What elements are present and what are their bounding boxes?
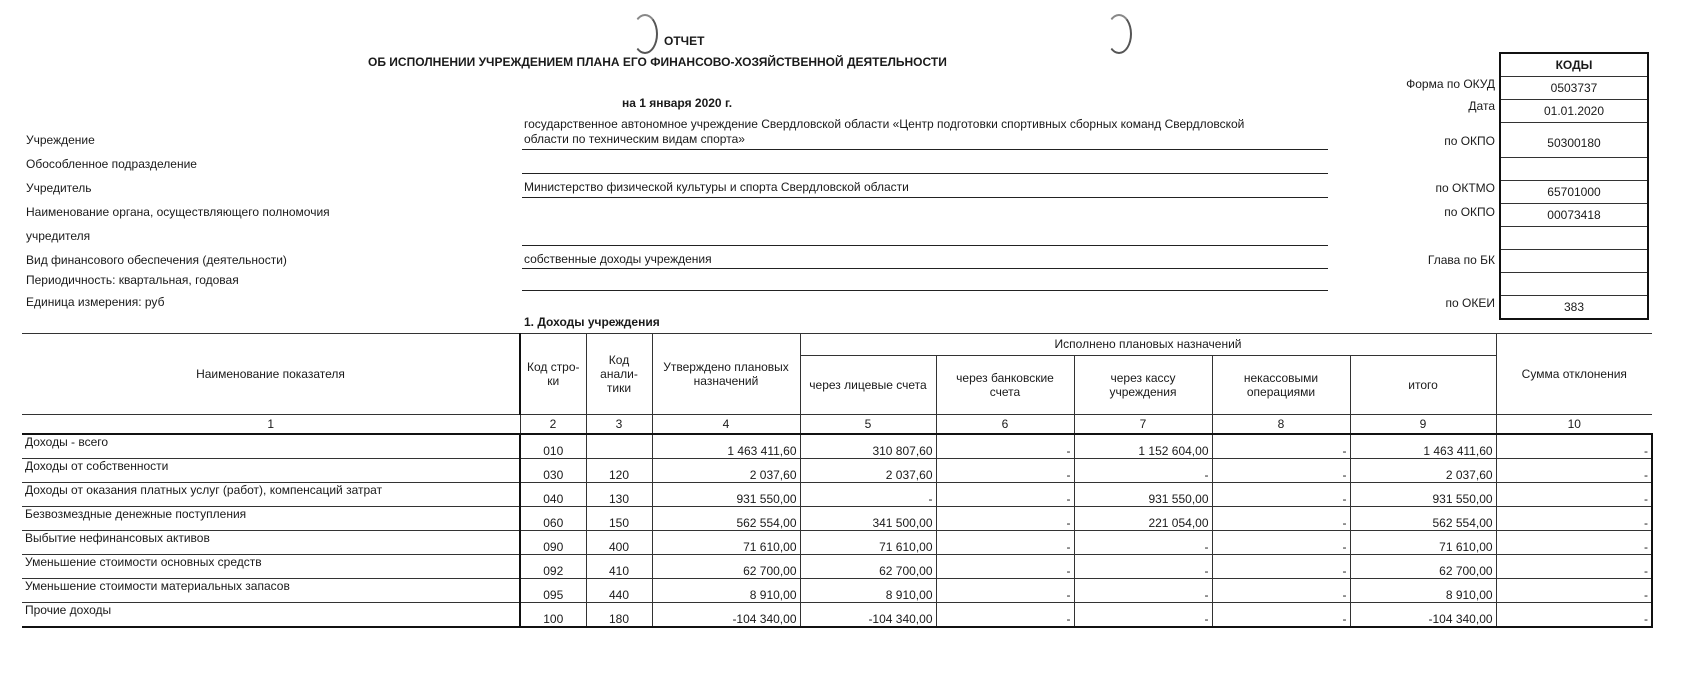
row-total: 562 554,00 xyxy=(1350,507,1496,531)
row-code: 010 xyxy=(520,434,586,459)
colnum-4: 4 xyxy=(652,415,800,435)
report-title: ОТЧЕТ xyxy=(664,34,705,48)
row-via-bank: - xyxy=(936,483,1074,507)
row-analytics: 130 xyxy=(586,483,652,507)
table-row xyxy=(22,507,1652,531)
row-name: Безвозмездные денежные поступления xyxy=(22,507,520,531)
row-approved: 71 610,00 xyxy=(652,531,800,555)
row-via-bank: - xyxy=(936,579,1074,603)
row-total: 1 463 411,60 xyxy=(1350,434,1496,459)
table-row xyxy=(22,434,1652,459)
row-name: Уменьшение стоимости основных средств xyxy=(22,555,520,579)
punch-hole-right xyxy=(1106,14,1132,54)
row-noncash: - xyxy=(1212,507,1350,531)
label-authority-1: Наименование органа, осуществляющего полномочия xyxy=(26,205,330,219)
row-approved: 562 554,00 xyxy=(652,507,800,531)
row-name: Уменьшение стоимости материальных запасов xyxy=(22,579,520,603)
row-name: Доходы от оказания платных услуг (работ), компенсаций затрат xyxy=(22,483,520,507)
header-name: Наименование показателя xyxy=(22,334,520,415)
underline-authority xyxy=(522,245,1328,246)
colnum-9: 9 xyxy=(1350,415,1496,435)
label-institution: Учреждение xyxy=(26,133,95,147)
row-noncash: - xyxy=(1212,579,1350,603)
row-noncash: - xyxy=(1212,483,1350,507)
underline-founder xyxy=(522,197,1328,198)
row-via-personal: - xyxy=(800,483,936,507)
row-total: 62 700,00 xyxy=(1350,555,1496,579)
table-header-row-1 xyxy=(22,334,1652,356)
row-analytics: 120 xyxy=(586,459,652,483)
row-analytics: 180 xyxy=(586,603,652,628)
colnum-10: 10 xyxy=(1496,415,1652,435)
codes-label-okei: по ОКЕИ xyxy=(1445,296,1495,310)
row-name: Доходы - всего xyxy=(22,434,520,459)
row-via-cash: 931 550,00 xyxy=(1074,483,1212,507)
row-via-cash: 221 054,00 xyxy=(1074,507,1212,531)
row-approved: 931 550,00 xyxy=(652,483,800,507)
header-executed: Исполнено плановых назначений xyxy=(800,334,1496,356)
row-total: -104 340,00 xyxy=(1350,603,1496,628)
row-code: 030 xyxy=(520,459,586,483)
row-via-bank: - xyxy=(936,507,1074,531)
value-founder: Министерство физической культуры и спорта Свердловской области xyxy=(524,180,909,194)
row-name: Прочие доходы xyxy=(22,603,520,628)
row-code: 090 xyxy=(520,531,586,555)
colnum-3: 3 xyxy=(586,415,652,435)
label-finance-type: Вид финансового обеспечения (деятельности) xyxy=(26,253,287,267)
codes-box xyxy=(1499,52,1649,320)
row-total: 931 550,00 xyxy=(1350,483,1496,507)
header-deviation: Сумма отклонения xyxy=(1496,334,1652,415)
row-total: 71 610,00 xyxy=(1350,531,1496,555)
row-analytics: 150 xyxy=(586,507,652,531)
row-analytics: 440 xyxy=(586,579,652,603)
label-unit: Единица измерения: руб xyxy=(26,295,165,309)
table-row xyxy=(22,579,1652,603)
colnum-2: 2 xyxy=(520,415,586,435)
label-founder: Учредитель xyxy=(26,181,92,195)
code-empty-3 xyxy=(1501,273,1647,296)
row-noncash: - xyxy=(1212,531,1350,555)
code-okpo-founder: 00073418 xyxy=(1501,204,1647,227)
row-via-bank: - xyxy=(936,603,1074,628)
row-via-cash: - xyxy=(1074,459,1212,483)
colnum-7: 7 xyxy=(1074,415,1212,435)
row-via-personal: 71 610,00 xyxy=(800,531,936,555)
row-code: 092 xyxy=(520,555,586,579)
row-via-personal: 310 807,60 xyxy=(800,434,936,459)
row-via-personal: 62 700,00 xyxy=(800,555,936,579)
row-total: 2 037,60 xyxy=(1350,459,1496,483)
codes-label-okpo-2: по ОКПО xyxy=(1444,205,1495,219)
codes-header: КОДЫ xyxy=(1501,54,1647,77)
colnum-6: 6 xyxy=(936,415,1074,435)
codes-label-oktmo: по ОКТМО xyxy=(1435,181,1495,195)
row-deviation: - xyxy=(1496,603,1652,628)
underline-subdivision xyxy=(522,173,1328,174)
row-approved: -104 340,00 xyxy=(652,603,800,628)
colnum-1: 1 xyxy=(22,415,520,435)
report-date: на 1 января 2020 г. xyxy=(622,96,733,110)
table-row xyxy=(22,603,1652,628)
row-via-personal: -104 340,00 xyxy=(800,603,936,628)
row-via-personal: 2 037,60 xyxy=(800,459,936,483)
row-deviation: - xyxy=(1496,531,1652,555)
table-row xyxy=(22,531,1652,555)
underline-periodicity xyxy=(522,290,1328,291)
row-approved: 62 700,00 xyxy=(652,555,800,579)
row-via-personal: 341 500,00 xyxy=(800,507,936,531)
row-deviation: - xyxy=(1496,483,1652,507)
row-analytics: 400 xyxy=(586,531,652,555)
row-via-personal: 8 910,00 xyxy=(800,579,936,603)
row-via-cash: - xyxy=(1074,555,1212,579)
underline-finance-type xyxy=(522,268,1328,269)
codes-label-date: Дата xyxy=(1468,99,1495,113)
row-name: Выбытие нефинансовых активов xyxy=(22,531,520,555)
code-empty-1 xyxy=(1501,158,1647,181)
row-noncash: - xyxy=(1212,434,1350,459)
value-institution-2: области по техническим видам спорта» xyxy=(524,132,745,146)
code-empty-2 xyxy=(1501,227,1647,250)
section-title: 1. Доходы учреждения xyxy=(524,315,660,329)
header-noncash: некассовыми операциями xyxy=(1212,355,1350,414)
codes-label-okud: Форма по ОКУД xyxy=(1406,77,1495,91)
code-oktmo: 65701000 xyxy=(1501,181,1647,204)
row-approved: 8 910,00 xyxy=(652,579,800,603)
table-row xyxy=(22,459,1652,483)
row-noncash: - xyxy=(1212,603,1350,628)
header-via-bank: через банковские счета xyxy=(936,355,1074,414)
row-noncash: - xyxy=(1212,459,1350,483)
codes-label-okpo: по ОКПО xyxy=(1444,134,1495,148)
colnum-5: 5 xyxy=(800,415,936,435)
code-glava-bk xyxy=(1501,250,1647,273)
row-via-cash: - xyxy=(1074,579,1212,603)
header-approved: Утверждено плановых назначений xyxy=(652,334,800,415)
income-table xyxy=(22,333,1653,628)
punch-hole-left xyxy=(632,14,658,54)
row-code: 040 xyxy=(520,483,586,507)
row-via-cash: - xyxy=(1074,603,1212,628)
code-date: 01.01.2020 xyxy=(1501,100,1647,123)
row-code: 100 xyxy=(520,603,586,628)
colnum-8: 8 xyxy=(1212,415,1350,435)
row-deviation: - xyxy=(1496,459,1652,483)
code-okpo: 50300180 xyxy=(1501,123,1647,158)
header-via-cash: через кассу учреждения xyxy=(1074,355,1212,414)
label-authority-2: учредителя xyxy=(26,229,91,243)
row-analytics xyxy=(586,434,652,459)
row-code: 060 xyxy=(520,507,586,531)
row-approved: 1 463 411,60 xyxy=(652,434,800,459)
header-total: итого xyxy=(1350,355,1496,414)
codes-label-glava-bk: Глава по БК xyxy=(1427,253,1495,267)
row-code: 095 xyxy=(520,579,586,603)
row-via-cash: 1 152 604,00 xyxy=(1074,434,1212,459)
row-noncash: - xyxy=(1212,555,1350,579)
header-code-line: Код стро- ки xyxy=(520,334,586,415)
code-okud: 0503737 xyxy=(1501,77,1647,100)
table-row xyxy=(22,555,1652,579)
row-deviation: - xyxy=(1496,579,1652,603)
row-deviation: - xyxy=(1496,507,1652,531)
value-finance-type: собственные доходы учреждения xyxy=(524,252,712,266)
header-via-personal: через лицевые счета xyxy=(800,355,936,414)
row-deviation: - xyxy=(1496,434,1652,459)
header-code-analytics: Код анали- тики xyxy=(586,334,652,415)
underline-institution xyxy=(522,149,1328,150)
row-via-bank: - xyxy=(936,459,1074,483)
label-subdivision: Обособленное подразделение xyxy=(26,157,197,171)
row-via-bank: - xyxy=(936,555,1074,579)
row-deviation: - xyxy=(1496,555,1652,579)
row-name: Доходы от собственности xyxy=(22,459,520,483)
row-via-cash: - xyxy=(1074,531,1212,555)
row-via-bank: - xyxy=(936,531,1074,555)
code-okei: 383 xyxy=(1563,300,1585,314)
row-approved: 2 037,60 xyxy=(652,459,800,483)
value-institution-1: государственное автономное учреждение Свердловской области «Центр подготовки спортивных сборных команд Свердловской xyxy=(524,117,1245,131)
table-row xyxy=(22,483,1652,507)
report-subtitle: ОБ ИСПОЛНЕНИИ УЧРЕЖДЕНИЕМ ПЛАНА ЕГО ФИНАНСОВО-ХОЗЯЙСТВЕННОЙ ДЕЯТЕЛЬНОСТИ xyxy=(368,55,947,69)
row-analytics: 410 xyxy=(586,555,652,579)
label-periodicity: Периодичность: квартальная, годовая xyxy=(26,273,239,287)
column-numbers-row xyxy=(22,415,1652,435)
row-total: 8 910,00 xyxy=(1350,579,1496,603)
row-via-bank: - xyxy=(936,434,1074,459)
